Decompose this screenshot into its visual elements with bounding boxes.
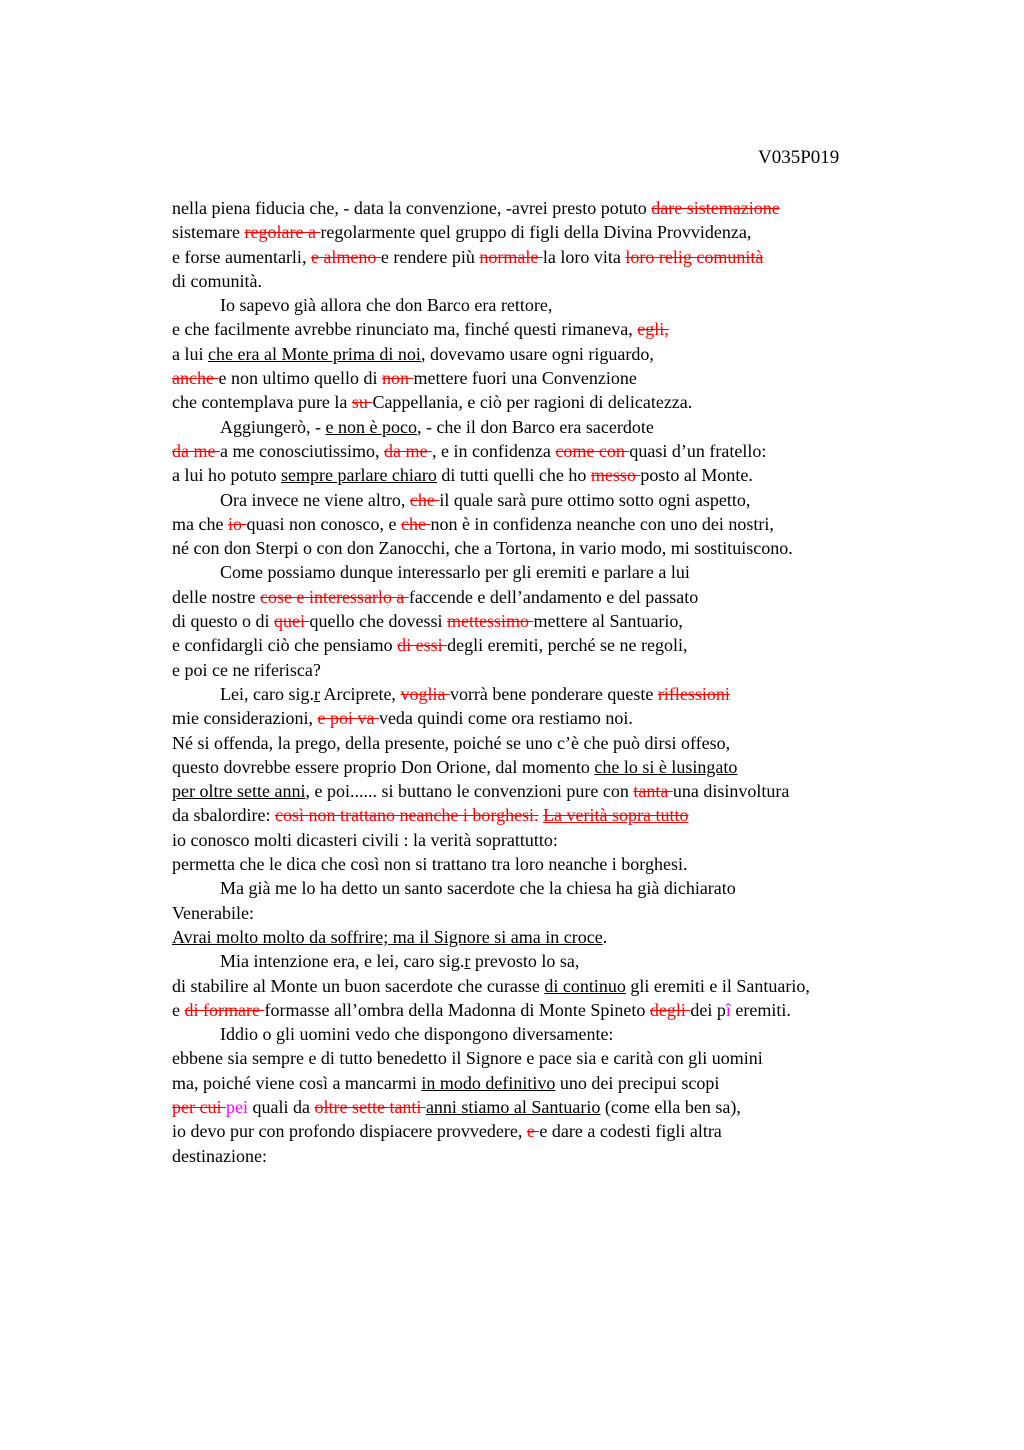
text-line: [172, 536, 1012, 560]
text-segment: e: [172, 999, 185, 1020]
text-line: [172, 828, 1012, 852]
text-line: [172, 682, 1012, 706]
text-segment: a lui: [172, 343, 208, 364]
text-line: [172, 658, 1012, 682]
text-segment: mie considerazioni,: [172, 708, 318, 729]
deleted-text: messo: [590, 465, 641, 486]
text-segment: uno dei precipui scopi: [555, 1072, 720, 1093]
text-segment: una disinvoltura: [672, 781, 790, 802]
text-line: [172, 1119, 1012, 1143]
text-line: [172, 560, 1012, 584]
text-segment: e confidargli ciò che pensiamo: [172, 635, 398, 656]
text-line: [172, 488, 1012, 512]
deleted-text: e poi va: [317, 708, 379, 729]
deleted-text: loro relig comunità: [625, 246, 764, 267]
text-line: [172, 852, 1012, 876]
text-segment: non è in confidenza neanche con uno dei nostri,: [430, 513, 774, 534]
text-line: [172, 366, 1012, 390]
text-segment: Cappellania, e ciò per ragioni di delicatezza.: [372, 392, 693, 413]
text-segment: Ora invece ne viene altro,: [220, 489, 410, 510]
deleted-text: su: [351, 392, 373, 413]
underlined-text: di continuo: [544, 975, 626, 996]
deleted-text: anche: [172, 368, 219, 389]
text-segment: (come ella ben sa),: [600, 1096, 741, 1117]
inserted-text: pei: [225, 1096, 248, 1117]
deleted-text: non: [381, 368, 414, 389]
text-segment: ma, poiché viene così a mancarmi: [172, 1072, 422, 1093]
deleted-text: di essi: [397, 635, 448, 656]
text-segment: eremiti.: [730, 999, 791, 1020]
text-line: [172, 755, 1012, 779]
deleted-text: dare sistemazione: [651, 198, 780, 218]
deleted-text: regolare a: [244, 222, 321, 243]
text-segment: di stabilire al Monte un buon sacerdote che curasse: [172, 975, 545, 996]
text-segment: di questo o di: [172, 611, 274, 632]
text-segment: mettere al Santuario,: [533, 611, 683, 632]
text-line: [172, 245, 1012, 269]
text-segment: gli eremiti e il Santuario,: [625, 975, 810, 996]
text-segment: dei p: [690, 999, 726, 1020]
deleted-text: di formare: [184, 999, 265, 1020]
text-segment: di comunità.: [172, 270, 262, 291]
deleted-text: io: [227, 513, 247, 534]
text-line: [172, 974, 1012, 998]
text-line: [172, 731, 1012, 755]
text-segment: quello che dovessi: [309, 611, 447, 632]
deleted-text: e almeno: [310, 246, 381, 267]
text-segment: Venerabile:: [172, 902, 254, 923]
text-line: [172, 949, 1012, 973]
text-segment: Come possiamo dunque interessarlo per gli eremiti e parlare a lui: [220, 562, 690, 583]
text-line: [172, 317, 1012, 341]
text-segment: .: [602, 926, 608, 947]
text-segment: il quale sarà pure ottimo sotto ogni aspetto,: [439, 489, 751, 510]
text-segment: Lei, caro sig.: [220, 683, 314, 704]
text-segment: io conosco molti dicasteri civili : la verità soprattutto:: [172, 829, 558, 850]
text-segment: Iddio o gli uomini vedo che dispongono diversamente:: [220, 1024, 614, 1045]
text-segment: quali da: [247, 1096, 315, 1117]
deleted-text: e: [526, 1121, 540, 1142]
underlined-text: che lo si è lusingato: [594, 756, 738, 777]
text-line: [172, 1071, 1012, 1095]
underlined-text: in modo definitivo: [421, 1072, 556, 1093]
text-segment: faccende e dell’andamento e del passato: [408, 586, 699, 607]
text-segment: di tutti quelli che ho: [436, 465, 591, 486]
deleted-text: quei: [274, 611, 310, 632]
text-segment: sistemare: [172, 222, 245, 243]
text-segment: Mia intenzione era, e lei, caro sig.: [220, 951, 465, 972]
text-segment: a me conosciutissimo,: [219, 440, 384, 461]
text-segment: Ma già me lo ha detto un santo sacerdote che la chiesa ha già dichiarato: [220, 878, 736, 899]
text-segment: e non ultimo quello di: [218, 368, 382, 389]
text-segment: vorrà bene ponderare queste: [449, 683, 658, 704]
text-segment: Io sapevo già allora che don Barco era rettore,: [220, 295, 553, 316]
page-identifier: V035P019: [758, 147, 840, 168]
deleted-text: per cui: [172, 1096, 226, 1117]
text-segment: delle nostre: [172, 586, 260, 607]
underlined-text: r: [464, 951, 471, 972]
text-segment: la loro vita: [542, 246, 626, 267]
text-segment: che contemplava pure la: [172, 392, 352, 413]
text-line: [172, 463, 1012, 487]
text-segment: e dare a codesti figli altra: [539, 1121, 722, 1142]
text-segment: e rendere più: [380, 246, 480, 267]
text-line: [172, 876, 1012, 900]
underlined-text: per oltre sette anni: [172, 781, 306, 802]
deleted-text: da me: [383, 440, 432, 461]
text-segment: , - che il don Barco era sacerdote: [416, 416, 654, 437]
text-line: [172, 1022, 1012, 1046]
text-line: [172, 585, 1012, 609]
text-segment: e forse aumentarli,: [172, 246, 311, 267]
text-segment: destinazione:: [172, 1145, 267, 1166]
text-line: [172, 925, 1012, 949]
text-segment: io devo pur con profondo dispiacere provvedere,: [172, 1121, 527, 1142]
text-segment: , dovevamo usare ogni riguardo,: [420, 343, 654, 364]
letter-body: [172, 196, 1012, 1168]
text-segment: mettere fuori una Convenzione: [413, 368, 637, 389]
text-line: [172, 1144, 1012, 1168]
deleted-text: egli,: [637, 319, 669, 340]
text-segment: Aggiungerò, -: [220, 416, 326, 437]
text-segment: , e poi...... si buttano le convenzioni pure con: [305, 781, 634, 802]
text-segment: permetta che le dica che così non si trattano tra loro neanche i borghesi.: [172, 854, 688, 875]
text-segment: quasi non conosco, e: [246, 513, 401, 534]
text-segment: ma che: [172, 513, 228, 534]
deleted-text: che: [400, 513, 431, 534]
text-segment: ebbene sia sempre e di tutto benedetto il Signore e pace sia e carità con gli uomini: [172, 1048, 763, 1069]
underlined-text: r: [313, 683, 320, 704]
text-line: [172, 706, 1012, 730]
deleted-text: riflessioni: [657, 683, 730, 704]
text-segment: e che facilmente avrebbe rinunciato ma, finché questi rimaneva,: [172, 319, 638, 340]
deleted-text: degli: [649, 999, 691, 1020]
deleted-text: normale: [479, 246, 543, 267]
text-segment: regolarmente quel gruppo di figli della Divina Provvidenza,: [320, 222, 752, 243]
text-segment: quasi d’un fratello:: [629, 440, 767, 461]
text-line: [172, 901, 1012, 925]
underlined-text: e non è poco: [325, 416, 417, 437]
deleted-text: che: [409, 489, 440, 510]
text-line: [172, 512, 1012, 536]
text-line: [172, 220, 1012, 244]
text-line: [172, 390, 1012, 414]
text-line: [172, 1046, 1012, 1070]
text-line: [172, 779, 1012, 803]
text-line: [172, 633, 1012, 657]
deleted-text: mettessimo: [446, 611, 534, 632]
text-segment: da sbalordire:: [172, 805, 275, 826]
text-line: [172, 439, 1012, 463]
deleted-text: come con: [555, 440, 630, 461]
underlined-text: sempre parlare chiaro: [281, 465, 437, 486]
text-segment: degli eremiti, perché se ne regoli,: [447, 635, 688, 656]
underlined-text: Avrai molto molto da soffrire; ma il Signore si ama in croce: [172, 926, 603, 947]
text-segment: Arciprete,: [319, 683, 401, 704]
text-line: [172, 998, 1012, 1022]
inserted-text: î: [725, 999, 731, 1020]
text-line: [172, 293, 1012, 317]
deleted-text: così non trattano neanche i borghesi.: [274, 805, 539, 826]
text-segment: Né si offenda, la prego, della presente, poiché se uno c’è che può dirsi offeso,: [172, 732, 731, 753]
text-segment: formasse all’ombra della Madonna di Monte Spineto: [264, 999, 650, 1020]
text-segment: a lui ho potuto: [172, 465, 281, 486]
deleted-text: da me: [172, 440, 220, 461]
deleted-text: oltre sette tanti: [314, 1096, 426, 1117]
text-segment: prevosto lo sa,: [470, 951, 580, 972]
text-segment: nella piena fiducia che, - data la convenzione, -avrei presto potuto: [172, 198, 652, 218]
text-line: [172, 342, 1012, 366]
text-line: [172, 1095, 1012, 1119]
text-segment: e poi ce ne riferisca?: [172, 659, 321, 680]
text-segment: posto al Monte.: [640, 465, 753, 486]
text-line: [172, 803, 1012, 827]
text-line: [172, 415, 1012, 439]
deleted-text: tanta: [633, 781, 673, 802]
text-line: [172, 196, 1012, 220]
text-segment: , e in confidenza: [431, 440, 556, 461]
underlined-text: che era al Monte prima di noi: [208, 343, 421, 364]
text-segment: né con don Sterpi o con don Zanocchi, che a Tortona, in vario modo, mi sostituiscono.: [172, 538, 793, 559]
text-line: [172, 269, 1012, 293]
text-segment: questo dovrebbe essere proprio Don Orione, dal momento: [172, 756, 595, 777]
deleted-text: cose e interessarlo a: [259, 586, 409, 607]
text-segment: veda quindi come ora restiamo noi.: [378, 708, 633, 729]
deleted-underlined-text: La verità sopra tutto: [543, 805, 689, 826]
deleted-text: voglia: [400, 683, 450, 704]
underlined-text: anni stiamo al Santuario: [425, 1096, 601, 1117]
text-line: [172, 609, 1012, 633]
